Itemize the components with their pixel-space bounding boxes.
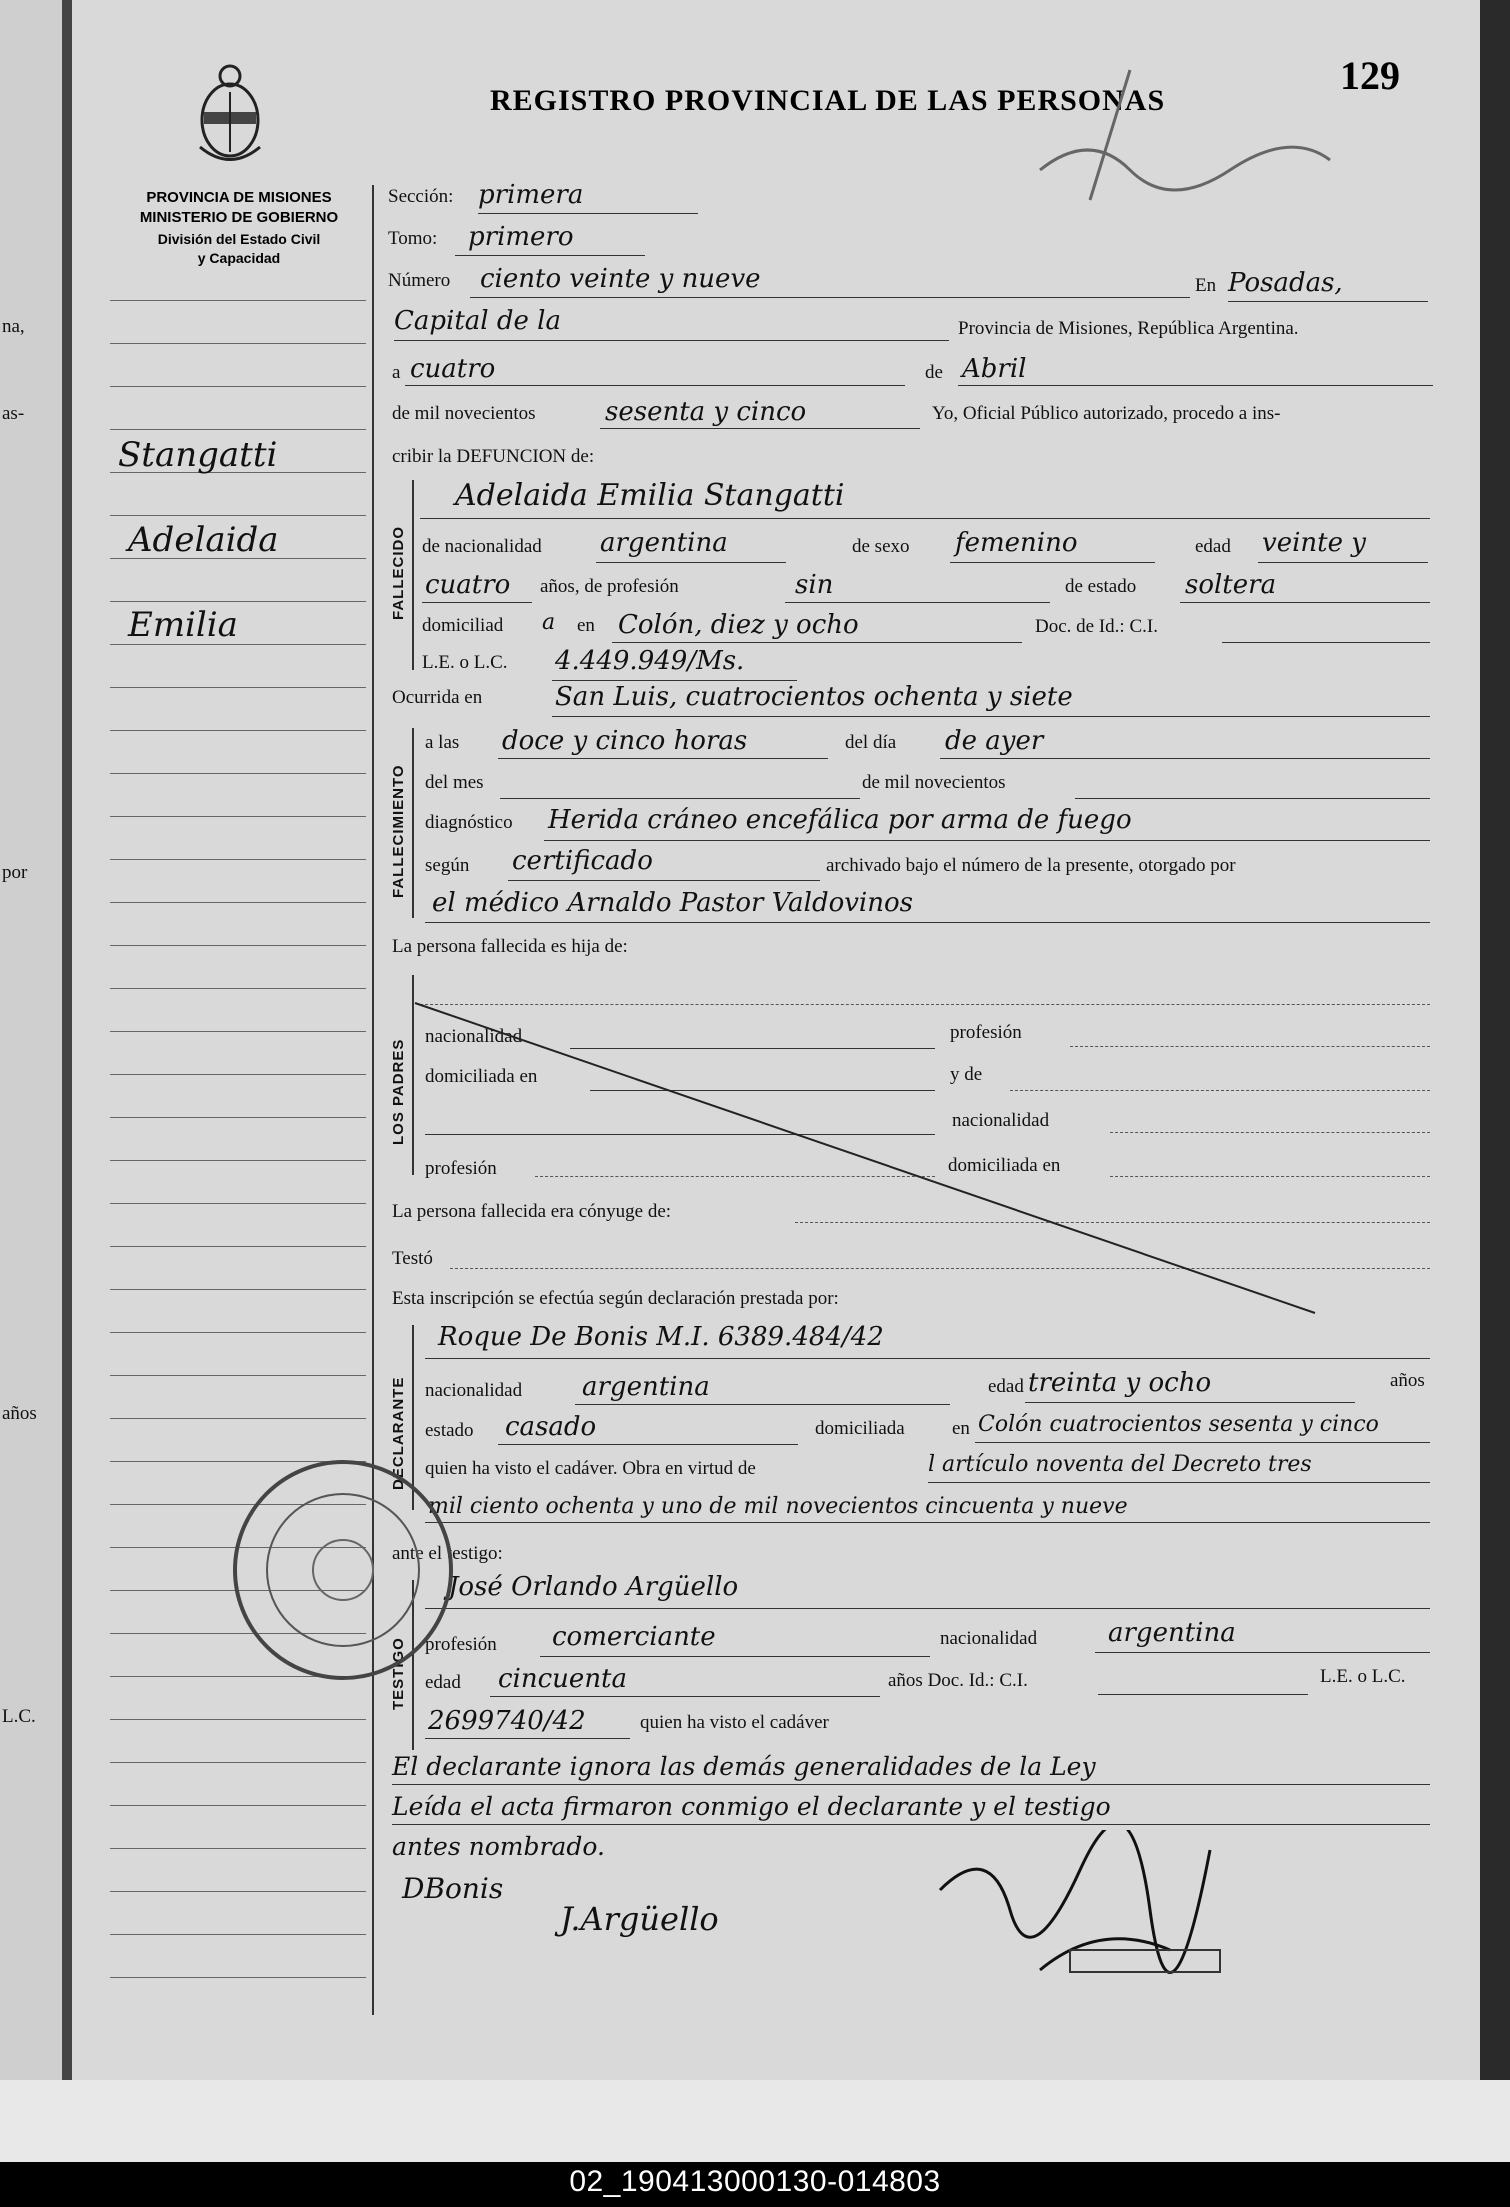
field-label: de mil novecientos <box>862 772 1006 793</box>
field-label: de mil novecientos <box>392 403 536 424</box>
capital-value: Capital de la <box>394 306 561 336</box>
left-fragment: años <box>2 1403 37 1424</box>
field-label: Sección: <box>388 186 454 207</box>
margin-rule <box>110 859 366 860</box>
testigo-signature: J.Argüello <box>560 1900 719 1938</box>
agency-name <box>108 188 370 228</box>
margin-rule <box>110 429 366 430</box>
margin-name: Adelaida <box>128 520 279 560</box>
registrar-signature-icon <box>1030 60 1360 210</box>
margin-rule <box>110 1203 366 1204</box>
margin-rule <box>110 1805 366 1806</box>
field-label: en <box>952 1418 970 1439</box>
field-label: nacionalidad <box>952 1110 1050 1131</box>
field-label: de estado <box>1065 576 1137 597</box>
field-label: nacionalidad <box>425 1026 523 1047</box>
field-label: nacionalidad <box>425 1380 523 1401</box>
margin-rule <box>110 1117 366 1118</box>
agency-line: PROVINCIA DE MISIONES <box>146 189 332 206</box>
observacion-line: El declarante ignora las demás generalidades de la Ley <box>392 1752 1096 1781</box>
field-label: de <box>925 362 943 383</box>
margin-rule <box>110 1289 366 1290</box>
field-label: Doc. de Id.: C.I. <box>1035 616 1158 637</box>
field-label: Ocurrida en <box>392 687 483 708</box>
field-label: diagnóstico <box>425 812 513 833</box>
virtud-value-cont: mil ciento ochenta y uno de mil novecientos cincuenta y nueve <box>428 1494 1128 1519</box>
field-label: archivado bajo el número de la presente, otorgado por <box>826 855 1236 876</box>
section-label-fallecimiento: FALLECIMIENTO <box>390 764 407 898</box>
domiciliad-suffix: a <box>542 610 556 635</box>
lugar-value: Posadas, <box>1228 268 1343 298</box>
field-label: años <box>1390 1370 1425 1391</box>
section-label-fallecido: FALLECIDO <box>390 526 407 620</box>
cancel-stroke <box>410 995 1320 1320</box>
margin-rule <box>110 988 366 989</box>
testigo-doc-value: 2699740/42 <box>428 1706 586 1736</box>
deceased-name: Adelaida Emilia Stangatti <box>455 478 845 513</box>
field-label: años, de profesión <box>540 576 679 597</box>
testigo-name: José Orlando Argüello <box>448 1572 739 1602</box>
margin-rule <box>110 601 366 602</box>
field-label: domiciliada en <box>948 1155 1061 1176</box>
field-label: profesión <box>950 1022 1022 1043</box>
agency-line: División del Estado Civil <box>157 231 321 247</box>
le-value: 4.449.949/Ms. <box>555 646 745 676</box>
field-label: cribir la DEFUNCION de: <box>392 446 595 467</box>
anio-value: sesenta y cinco <box>605 397 807 427</box>
margin-rule <box>110 1160 366 1161</box>
official-seal-icon <box>228 1455 458 1685</box>
margin-surname: Stangatti <box>118 435 278 475</box>
margin-rule <box>110 773 366 774</box>
field-label: Número <box>388 270 451 291</box>
decl-edad-value: treinta y ocho <box>1028 1368 1212 1398</box>
field-label: del día <box>845 732 897 753</box>
nacionalidad-value: argentina <box>600 528 728 558</box>
margin-rule <box>110 343 366 344</box>
field-label: L.E. o L.C. <box>1320 1666 1406 1687</box>
declarante-name: Roque De Bonis M.I. 6389.484/42 <box>438 1322 884 1352</box>
section-label-declarante: DECLARANTE <box>390 1376 407 1490</box>
declarante-signature: DBonis <box>402 1872 504 1905</box>
left-fragment: as- <box>2 403 25 424</box>
agency-line: y Capacidad <box>197 250 281 266</box>
margin-rule <box>110 1977 366 1978</box>
hora-value: doce y cinco horas <box>502 726 748 756</box>
virtud-value: l artículo noventa del Decreto tres <box>928 1452 1312 1477</box>
field-label: edad <box>988 1376 1024 1397</box>
field-label: L.E. o L.C. <box>422 652 508 673</box>
left-page <box>0 0 70 2080</box>
field-label: domiciliada en <box>425 1066 538 1087</box>
segun-value: certificado <box>512 846 653 876</box>
scan-margin <box>0 2080 1510 2162</box>
field-label: Provincia de Misiones, República Argentina. <box>958 318 1299 339</box>
field-label: nacionalidad <box>940 1628 1038 1649</box>
margin-rule <box>110 1891 366 1892</box>
testigo-edad-value: cincuenta <box>498 1664 628 1694</box>
dia-value: cuatro <box>410 354 496 384</box>
edad-value-cont: cuatro <box>425 570 511 600</box>
observacion-line: Leída el acta firmaron conmigo el declarante y el testigo <box>392 1792 1111 1821</box>
margin-rule <box>110 816 366 817</box>
field-label: años Doc. Id.: C.I. <box>888 1670 1028 1691</box>
field-label: a las <box>425 732 460 753</box>
observacion-line: antes nombrado. <box>392 1832 605 1861</box>
field-label: domiciliad <box>422 615 504 636</box>
file-caption: 02_190413000130-014803 <box>569 2165 941 2198</box>
field-label: estado <box>425 1420 474 1441</box>
margin-rule <box>110 945 366 946</box>
coat-of-arms-icon <box>190 62 270 172</box>
margin-rule <box>110 515 366 516</box>
tomo-value: primero <box>468 222 574 252</box>
field-label: quien ha visto el cadáver <box>640 1712 829 1733</box>
margin-rule <box>110 1762 366 1763</box>
margin-rule <box>110 1719 366 1720</box>
diagnostico-value: Herida cráneo encefálica por arma de fuego <box>548 805 1132 835</box>
field-label: de nacionalidad <box>422 536 542 557</box>
column-divider <box>372 185 374 2015</box>
margin-rule <box>110 902 366 903</box>
field-label: ante el testigo: <box>392 1543 503 1564</box>
margin-rule <box>110 1074 366 1075</box>
field-label: edad <box>425 1672 461 1693</box>
edad-value: veinte y <box>1262 528 1366 558</box>
field-label: y de <box>950 1064 983 1085</box>
decl-domicilio-value: Colón cuatrocientos sesenta y cinco <box>978 1412 1379 1437</box>
document-title: REGISTRO PROVINCIAL DE LAS PERSONAS <box>490 84 1166 117</box>
mes-value: Abril <box>962 354 1027 384</box>
field-label: del mes <box>425 772 484 793</box>
page-number: 129 <box>1340 53 1400 98</box>
margin-name: Emilia <box>128 605 238 645</box>
field-label: En <box>1195 275 1217 296</box>
field-label: profesión <box>425 1634 497 1655</box>
agency-line: MINISTERIO DE GOBIERNO <box>139 209 339 226</box>
margin-rule <box>110 730 366 731</box>
sexo-value: femenino <box>955 528 1078 558</box>
field-label: según <box>425 855 470 876</box>
seccion-value: primera <box>478 180 584 210</box>
field-label: Tomo: <box>388 228 438 249</box>
margin-rule <box>110 1848 366 1849</box>
field-label: Yo, Oficial Público autorizado, procedo a ins- <box>932 403 1281 424</box>
domicilio-value: Colón, diez y ocho <box>618 610 859 640</box>
margin-rule <box>110 687 366 688</box>
field-label: quien ha visto el cadáver. Obra en virtud de <box>425 1458 756 1479</box>
field-label: de sexo <box>852 536 910 557</box>
field-label: Testó <box>392 1248 433 1269</box>
medico-value: el médico Arnaldo Pastor Valdovinos <box>432 888 913 918</box>
margin-rule <box>110 1934 366 1935</box>
field-label: domiciliada <box>815 1418 905 1439</box>
field-label: edad <box>1195 536 1231 557</box>
numero-value: ciento veinte y nueve <box>480 264 761 294</box>
left-fragment: por <box>2 862 28 883</box>
decl-estado-value: casado <box>505 1412 597 1442</box>
agency-division <box>108 230 370 268</box>
ocurrida-value: San Luis, cuatrocientos ochenta y siete <box>555 682 1073 712</box>
margin-rule <box>110 1332 366 1333</box>
field-label: en <box>577 615 595 636</box>
margin-rule <box>110 1246 366 1247</box>
testigo-nacionalidad-value: argentina <box>1108 1618 1236 1648</box>
official-signature-icon <box>920 1830 1250 1990</box>
profesion-value: sin <box>795 570 834 600</box>
book-spine <box>62 0 72 2080</box>
testigo-profesion-value: comerciante <box>552 1622 716 1652</box>
section-label-testigo: TESTIGO <box>390 1637 407 1710</box>
left-fragment: na, <box>2 316 25 337</box>
decl-nacionalidad-value: argentina <box>582 1372 710 1402</box>
section-label-padres: LOS PADRES <box>390 1038 407 1145</box>
margin-rule <box>110 1375 366 1376</box>
margin-rule <box>110 300 366 301</box>
estado-value: soltera <box>1185 570 1277 600</box>
margin-rule <box>110 1418 366 1419</box>
left-fragment: L.C. <box>2 1706 36 1727</box>
margin-rule <box>110 386 366 387</box>
margin-rule <box>110 1031 366 1032</box>
field-label: profesión <box>425 1158 497 1179</box>
book-edge <box>1480 0 1510 2080</box>
field-label: a <box>392 362 401 383</box>
field-label: La persona fallecida era cónyuge de: <box>392 1201 672 1222</box>
field-label: La persona fallecida es hija de: <box>392 936 628 957</box>
dia-fallecimiento-value: de ayer <box>945 726 1044 756</box>
field-label: Esta inscripción se efectúa según declaración prestada por: <box>392 1288 839 1309</box>
